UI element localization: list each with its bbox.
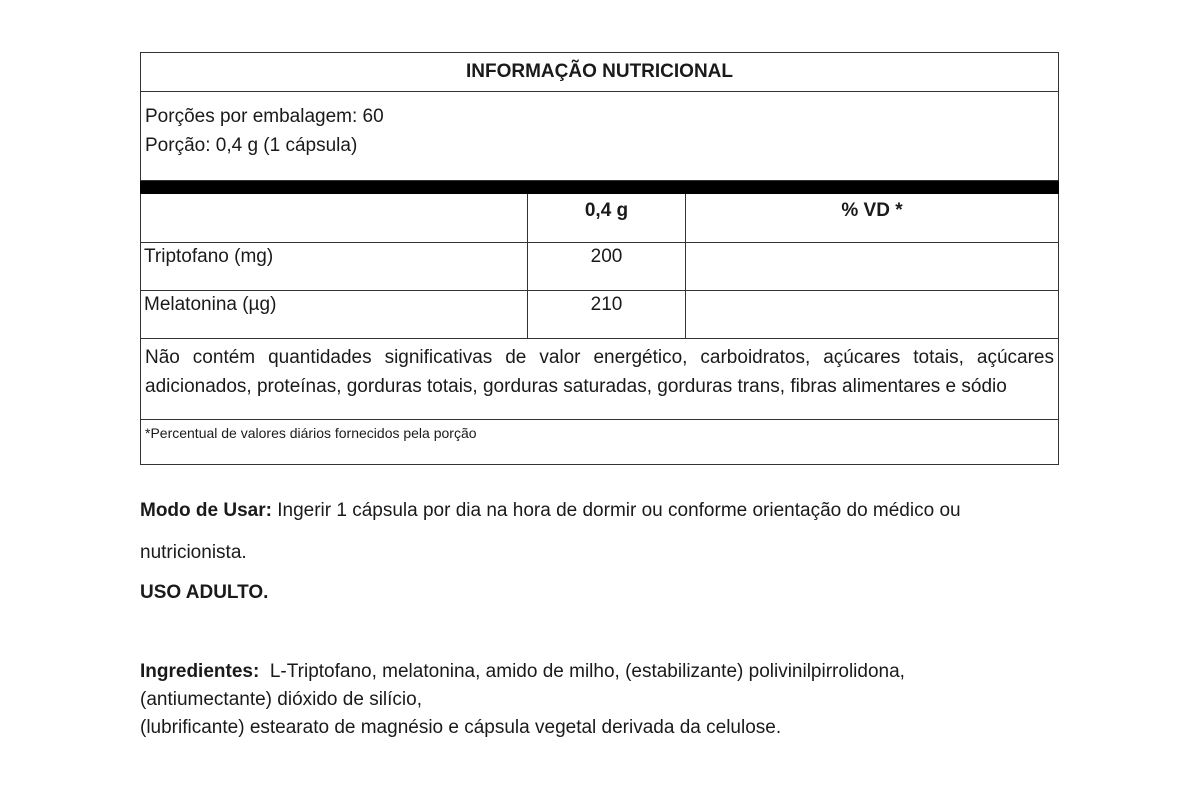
usage-text: Ingerir 1 cápsula por dia na hora de dormir ou conforme orientação do médico ou nutricionista. bbox=[140, 500, 961, 563]
table-header-row bbox=[141, 194, 1059, 243]
ingredients-label: Ingredientes: bbox=[140, 661, 260, 682]
nutrition-title: INFORMAÇÃO NUTRICIONAL bbox=[141, 53, 1059, 92]
ingredients-line bbox=[140, 658, 1080, 686]
serving-info bbox=[141, 92, 1059, 181]
ingredients-section bbox=[140, 658, 1080, 742]
nutrient-amount: 210 bbox=[528, 291, 686, 339]
usage-label: Modo de Usar: bbox=[140, 500, 272, 521]
nutrient-name: Melatonina (µg) bbox=[141, 291, 528, 339]
adult-use-notice: USO ADULTO. bbox=[140, 582, 269, 603]
ingredients-text: L-Triptofano, melatonina, amido de milho, (estabilizante) polivinilpirrolidona, bbox=[259, 661, 905, 682]
nutrition-facts-table bbox=[140, 52, 1059, 465]
thick-divider bbox=[141, 181, 1059, 194]
note-line: adicionados, proteínas, gorduras totais, gorduras saturadas, gorduras trans, fibras alimentares e sódio bbox=[145, 376, 1007, 397]
insignificant-nutrients-note bbox=[141, 339, 1059, 420]
serving-size: Porção: 0,4 g (1 cápsula) bbox=[145, 135, 358, 156]
ingredients-line: (antiumectante) dióxido de silício, bbox=[140, 689, 422, 710]
ingredients-line: (lubrificante) estearato de magnésio e cápsula vegetal derivada da celulose. bbox=[140, 717, 782, 738]
daily-value-footnote: *Percentual de valores diários fornecidos pela porção bbox=[141, 420, 1059, 465]
nutrient-dv bbox=[686, 291, 1059, 339]
nutrient-name: Triptofano (mg) bbox=[141, 243, 528, 291]
header-amount: 0,4 g bbox=[528, 194, 686, 243]
header-blank bbox=[141, 194, 528, 243]
servings-per-package: Porções por embalagem: 60 bbox=[145, 106, 384, 127]
nutrient-amount: 200 bbox=[528, 243, 686, 291]
usage-paragraph bbox=[140, 490, 1060, 574]
usage-section bbox=[140, 490, 1060, 614]
table-row bbox=[141, 243, 1059, 291]
note-line: Não contém quantidades significativas de valor energético, carboidratos, açúcares totais, açúcares bbox=[145, 347, 1054, 368]
table-row bbox=[141, 291, 1059, 339]
nutrient-dv bbox=[686, 243, 1059, 291]
header-daily-value: % VD * bbox=[686, 194, 1059, 243]
